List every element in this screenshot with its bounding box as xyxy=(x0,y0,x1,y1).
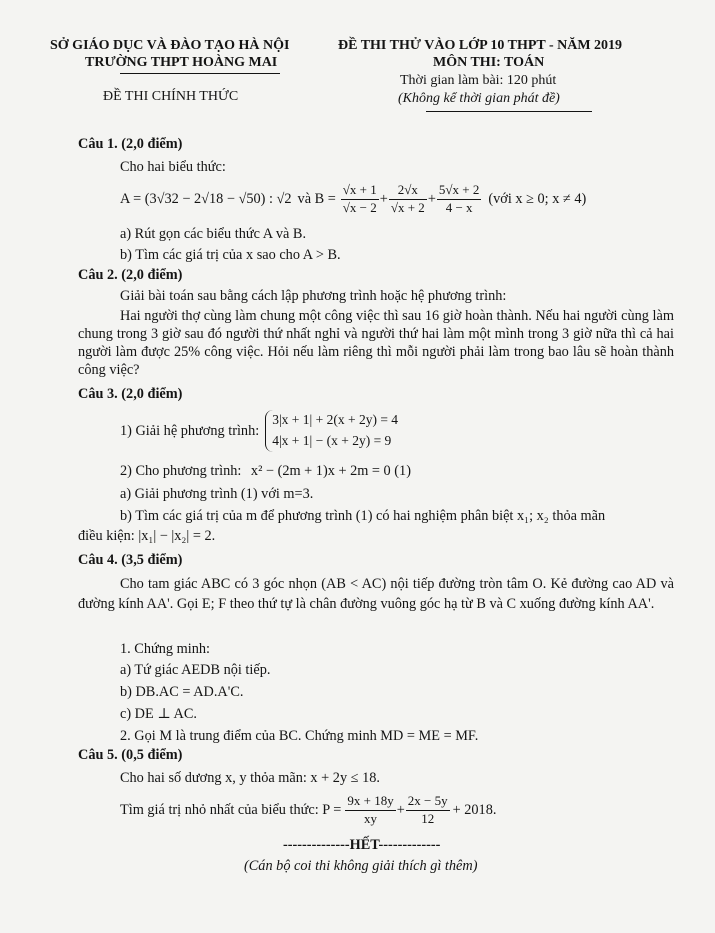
q3-system xyxy=(120,408,398,454)
q5-text: Cho hai số dương x, y thỏa mãn: x + 2y ≤ 18. xyxy=(120,770,380,786)
q5-expression: Tìm giá trị nhỏ nhất của biểu thức: P = $\frac{9x + 18y}{xy}$ + $\frac{2x - 5y}{12}$ + 2018. xyxy=(120,792,497,826)
q1-part-a: a) Rút gọn các biểu thức A và B. xyxy=(120,226,307,242)
duration-note: (Không kể thời gian phát đề) xyxy=(398,91,560,106)
q5-fraction-2-den: 12 xyxy=(421,810,435,826)
q3-title: Câu 3. (2,0 điểm) xyxy=(78,386,183,402)
q1-part-b: b) Tìm các giá trị của x sao cho A > B. xyxy=(120,247,341,263)
header-underline xyxy=(426,111,592,112)
duration: Thời gian làm bài: 120 phút xyxy=(400,73,557,88)
q3-part-a: a) Giải phương trình (1) với m=3. xyxy=(120,486,314,502)
fraction-3-num: 5√x + 2 xyxy=(437,183,481,200)
q4-part-a: a) Tứ giác AEDB nội tiếp. xyxy=(120,662,271,678)
school-underline xyxy=(120,73,280,74)
q4-part-c: c) DE ⊥ AC. xyxy=(120,706,197,722)
q4-title: Câu 4. (3,5 điểm) xyxy=(78,552,183,568)
q3-part-b: b) Tìm các giá trị của m để phương trình (1) có hai nghiệm phân biệt x₁; x₂ thỏa mãn xyxy=(120,508,606,524)
footer-note: (Cán bộ coi thi không giải thích gì thêm) xyxy=(244,858,478,874)
fraction-2-den: √x + 2 xyxy=(390,199,425,215)
school-name: TRƯỜNG THPT HOÀNG MAI xyxy=(85,55,278,70)
q1-title: Câu 1. (2,0 điểm) xyxy=(78,136,183,152)
q5-title: Câu 5. (0,5 điểm) xyxy=(78,747,183,763)
official-label: ĐỀ THI CHÍNH THỨC xyxy=(103,89,239,104)
q3-part-1: 1) Giải hệ phương trình: xyxy=(120,422,260,439)
equation-1: 3|x + 1| + 2(x + 2y) = 4 xyxy=(272,412,399,428)
q3-condition: điều kiện: |x₁| − |x₂| = 2. xyxy=(78,528,216,544)
q5-fraction-1-den: xy xyxy=(364,810,378,826)
fraction-1 xyxy=(341,183,379,216)
q3-part-2-label: 2) Cho phương trình: xyxy=(120,463,242,479)
q2-intro: Giải bài toán sau bằng cách lập phương trình hoặc hệ phương trình: xyxy=(120,288,507,304)
fraction-1-num: √x + 1 xyxy=(341,183,379,200)
q2-text: Hai người thợ cùng làm chung một công việc thì sau 16 giờ hoàn thành. Nếu hai người cùng làm chung trong 3 giờ sau đó người thứ nhất nghỉ và người thứ hai làm một mình trong 3 giờ nữa thì cả hai người làm được 25% công việc. Hỏi nếu làm riêng thì mỗi người phải làm trong bao lâu sẽ hoàn thành công việc? xyxy=(78,308,674,379)
q3-part-2 xyxy=(120,462,411,481)
subject: MÔN THI: TOÁN xyxy=(433,55,545,70)
q4-text: Cho tam giác ABC có 3 góc nhọn (AB < AC) nội tiếp đường tròn tâm O. Kẻ đường cao AD và đường kính AA'. Gọi E; F theo thứ tự là chân đường vuông góc hạ từ B và C xuống đường kính AA'. xyxy=(78,576,674,613)
end-marker: --------------HẾT------------- xyxy=(283,837,441,853)
fraction-2-num: 2√x xyxy=(389,183,427,200)
equation-3: x² − (2m + 1)x + 2m = 0 (1) xyxy=(250,463,411,479)
equation-2: 4|x + 1| − (x + 2y) = 9 xyxy=(272,433,392,448)
fraction-3 xyxy=(437,183,481,216)
q2-title: Câu 2. (2,0 điểm) xyxy=(78,267,183,283)
exam-title: ĐỀ THI THỬ VÀO LỚP 10 THPT - NĂM 2019 xyxy=(338,38,623,53)
fraction-2 xyxy=(389,183,427,216)
q4-part-b: b) DB.AC = AD.A'C. xyxy=(120,684,244,700)
expr-a: A = (3√32 − 2√18 − √50) : √2 xyxy=(120,190,292,207)
department-name: SỞ GIÁO DỤC VÀ ĐÀO TẠO HÀ NỘI xyxy=(50,38,290,53)
q5-fraction-1 xyxy=(345,794,395,827)
condition: (với x ≥ 0; x ≠ 4) xyxy=(488,190,587,207)
q5-fraction-2-num: 2x − 5y xyxy=(406,794,450,811)
q5-fraction-1-num: 9x + 18y xyxy=(345,794,395,811)
q1-intro: Cho hai biểu thức: xyxy=(120,159,226,175)
equation-system xyxy=(265,410,398,452)
fraction-1-den: √x − 2 xyxy=(342,199,377,215)
q4-part-2: 2. Gọi M là trung điểm của BC. Chứng minh MD = ME = MF. xyxy=(120,728,479,744)
q5-tail: + 2018. xyxy=(452,801,497,818)
q5-find: Tìm giá trị nhỏ nhất của biểu thức: P = xyxy=(120,801,342,818)
q4-part-1: 1. Chứng minh: xyxy=(120,641,210,657)
q1-expressions: A = (3√32 − 2√18 − √50) : √2 và B = $\frac{√x + 1}{√x - 2}$ + $\frac{2√x}{√x + 2}$ + $\frac{5√x + 2}{4 - x}$ (với x ≥ 0; x ≠ 4) xyxy=(120,181,587,215)
fraction-3-den: 4 − x xyxy=(445,199,473,215)
and-b: và B = xyxy=(297,190,336,207)
q5-fraction-2 xyxy=(406,794,450,827)
